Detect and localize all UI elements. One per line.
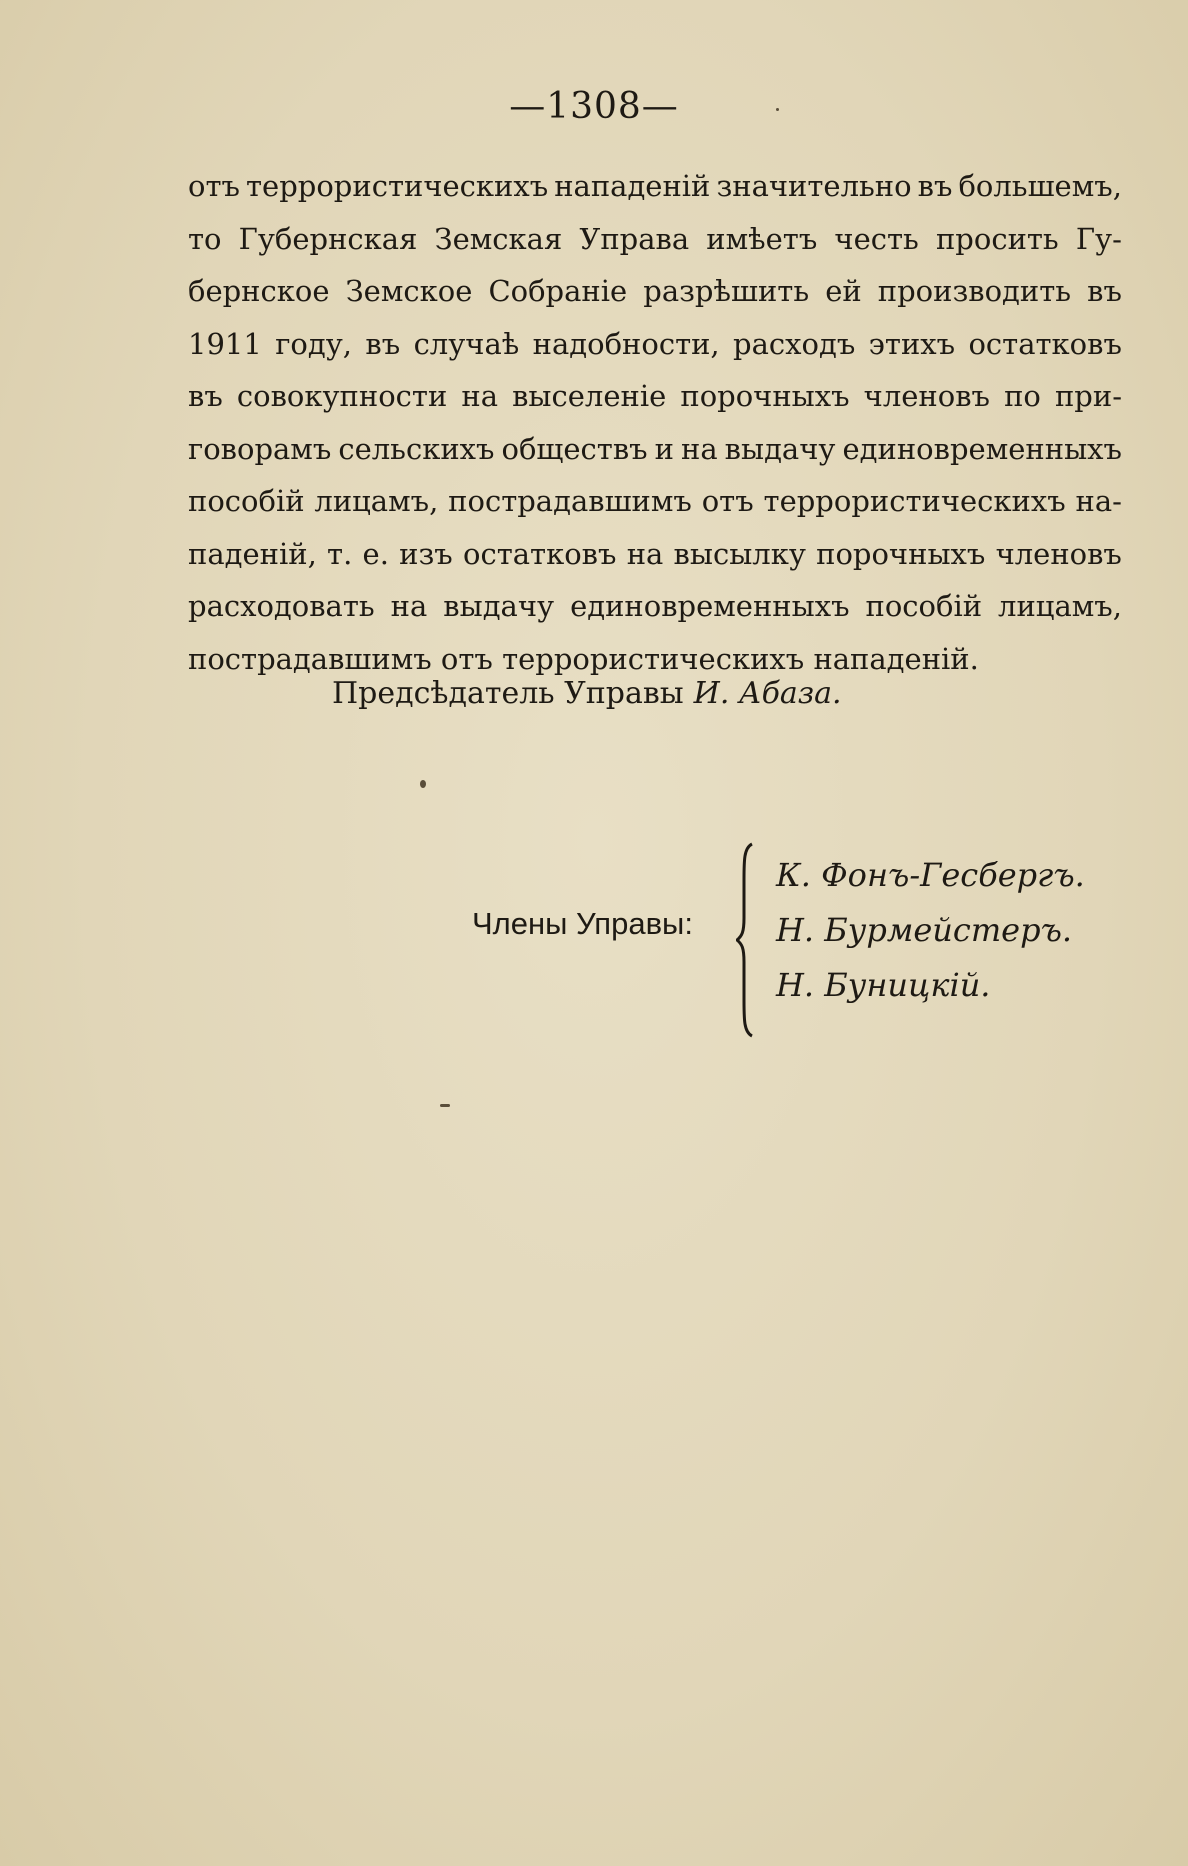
body-line: пострадавшимъ отъ террористическихъ нападеній. (188, 641, 979, 676)
body-line: 1911 году, въ случаѣ надобности, расходъ этихъ остатковъ (188, 326, 1122, 361)
body-line: расходовать на выдачу единовременныхъ пособій лицамъ, (188, 589, 1122, 623)
ink-speck (440, 1104, 450, 1107)
body-line: пособій лицамъ, пострадавшимъ отъ террористическихъ на- (188, 484, 1122, 518)
chairman-name: И. Абаза. (693, 676, 842, 711)
curly-brace (736, 840, 760, 1040)
body-line: въ совокупности на выселеніе порочныхъ членовъ по при- (188, 379, 1122, 413)
members-list (776, 848, 1085, 1013)
body-line: говорамъ сельскихъ обществъ и на выдачу единовременныхъ (188, 431, 1122, 466)
member-name: Н. Буницкій. (776, 966, 991, 1004)
page-number: —1308— (509, 86, 679, 127)
ink-speck (776, 108, 779, 111)
member-name: К. Фонъ-Гесбергъ. (776, 856, 1085, 894)
body-line: то Губернская Земская Управа имѣетъ честь просить Гу- (188, 221, 1122, 256)
body-line: паденій, т. е. изъ остатковъ на высылку порочныхъ членовъ (188, 536, 1122, 571)
body-line: бернское Земское Собраніе разрѣшить ей производить въ (188, 274, 1122, 308)
member-name: Н. Бурмейстеръ. (776, 911, 1073, 949)
chairman-signature (332, 676, 842, 711)
members-label: Члены Управы: (472, 906, 693, 941)
ink-speck (420, 780, 426, 788)
chairman-title: Предсѣдатель Управы (332, 676, 684, 711)
body-paragraph (188, 160, 1122, 685)
body-line: отъ террористическихъ нападеній значительно въ большемъ, (188, 169, 1122, 203)
